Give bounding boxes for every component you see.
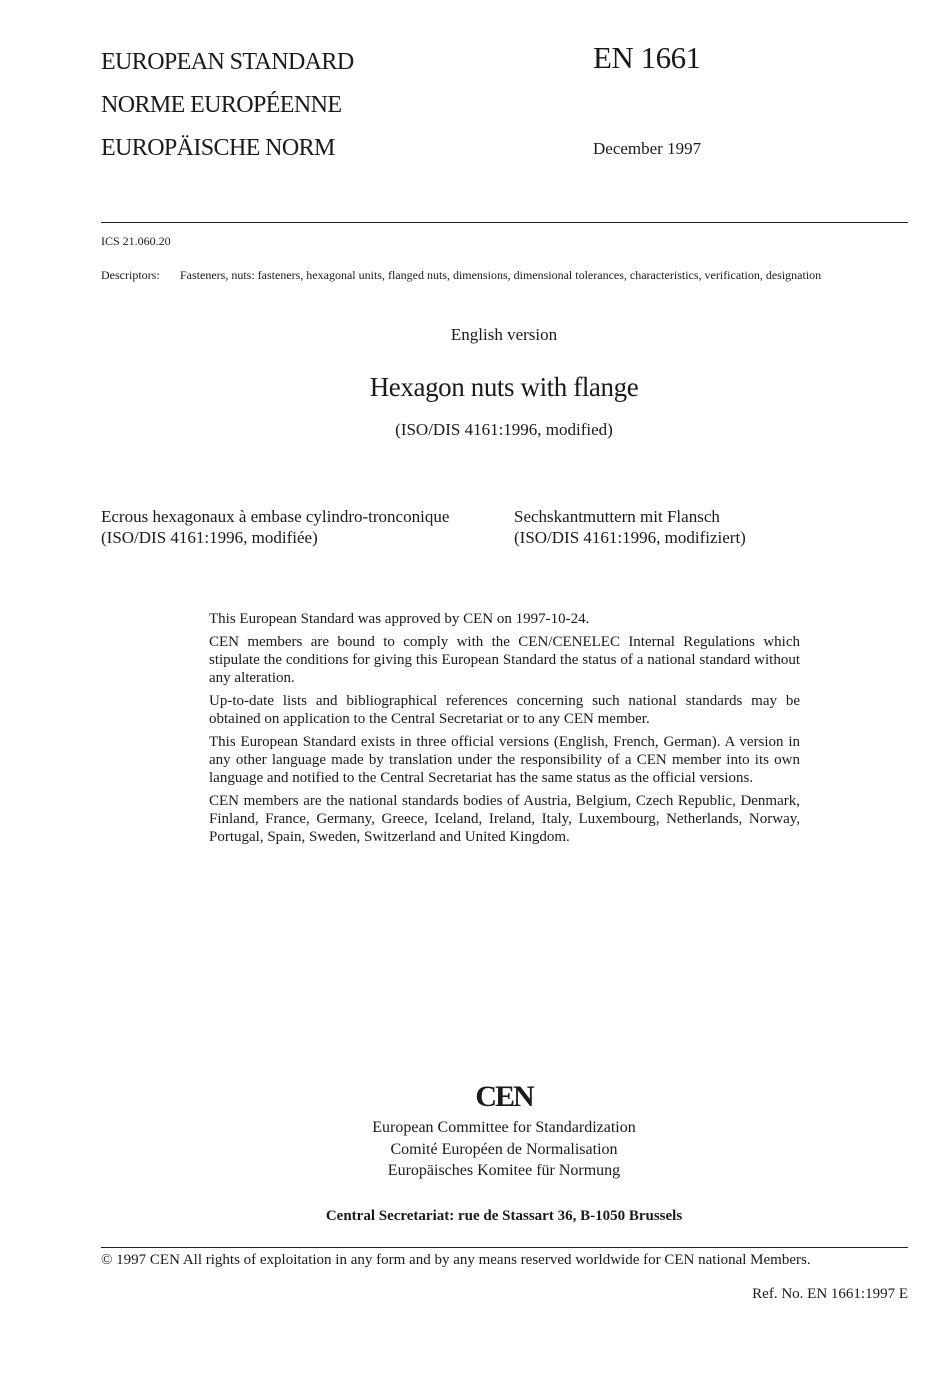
title-english: EUROPEAN STANDARD xyxy=(101,49,354,75)
german-reference: (ISO/DIS 4161:1996, modifiziert) xyxy=(514,528,746,547)
header-divider xyxy=(101,222,908,223)
french-title-block xyxy=(101,506,449,548)
reference-number: Ref. No. EN 1661:1997 E xyxy=(752,1286,908,1302)
cen-logo: CEN xyxy=(475,1080,533,1113)
notice-paragraph: CEN members are the national standards bodies of Austria, Belgium, Czech Republic, Denmark, Finland, France, Germany, Greece, Iceland, Ireland, Italy, Luxembourg, Netherlands, Norway, Portugal, Spain, Sweden, Switzerland and United Kingdom. xyxy=(209,793,800,845)
copyright-notice: © 1997 CEN All rights of exploitation in any form and by any means reserved worldwide for CEN national Members. xyxy=(101,1252,811,1268)
notice-paragraph: Up-to-date lists and bibliographical references concerning such national standards may be obtained on application to the Central Secretariat or to any CEN member. xyxy=(209,693,800,727)
footer-divider xyxy=(101,1247,908,1248)
committee-name-english: European Committee for Standardization xyxy=(372,1119,636,1136)
ics-code: ICS 21.060.20 xyxy=(101,234,171,248)
committee-name-french: Comité Européen de Normalisation xyxy=(390,1140,618,1158)
french-title: Ecrous hexagonaux à embase cylindro-tronconique xyxy=(101,507,450,526)
document-title: Hexagon nuts with flange xyxy=(369,372,639,402)
french-reference: (ISO/DIS 4161:1996, modifiée) xyxy=(101,528,318,547)
notice-paragraph: This European Standard exists in three official versions (English, French, German). A version in any other language made by translation under the responsibility of a CEN member into its own language and notified to the Central Secretariat has the same status as the official versions. xyxy=(209,734,800,786)
approval-notice xyxy=(209,610,800,851)
german-title-block xyxy=(514,506,746,548)
secretariat-address: Central Secretariat: rue de Stassart 36, B-1050 Brussels xyxy=(325,1208,683,1224)
document-subtitle: (ISO/DIS 4161:1996, modified) xyxy=(395,420,613,439)
descriptors-text: Fasteners, nuts: fasteners, hexagonal units, flanged nuts, dimensions, dimensional tolerances, characteristics, verification, designation xyxy=(180,268,822,282)
notice-paragraph: This European Standard was approved by CEN on 1997-10-24. xyxy=(209,611,590,627)
german-title: Sechskantmuttern mit Flansch xyxy=(514,507,720,526)
committee-name-german: Europäisches Komitee für Normung xyxy=(387,1162,621,1179)
committee-names xyxy=(0,1117,950,1182)
descriptors-label: Descriptors: xyxy=(101,268,160,282)
title-french: NORME EUROPÉENNE xyxy=(101,92,342,118)
notice-paragraph: CEN members are bound to comply with the CEN/CENELEC Internal Regulations which stipulate the conditions for giving this European Standard the status of a national standard without any alteration. xyxy=(209,634,800,686)
title-german: EUROPÄISCHE NORM xyxy=(101,135,335,161)
language-version: English version xyxy=(450,325,558,344)
publication-date: December 1997 xyxy=(593,139,702,158)
standard-number: EN 1661 xyxy=(593,40,701,75)
